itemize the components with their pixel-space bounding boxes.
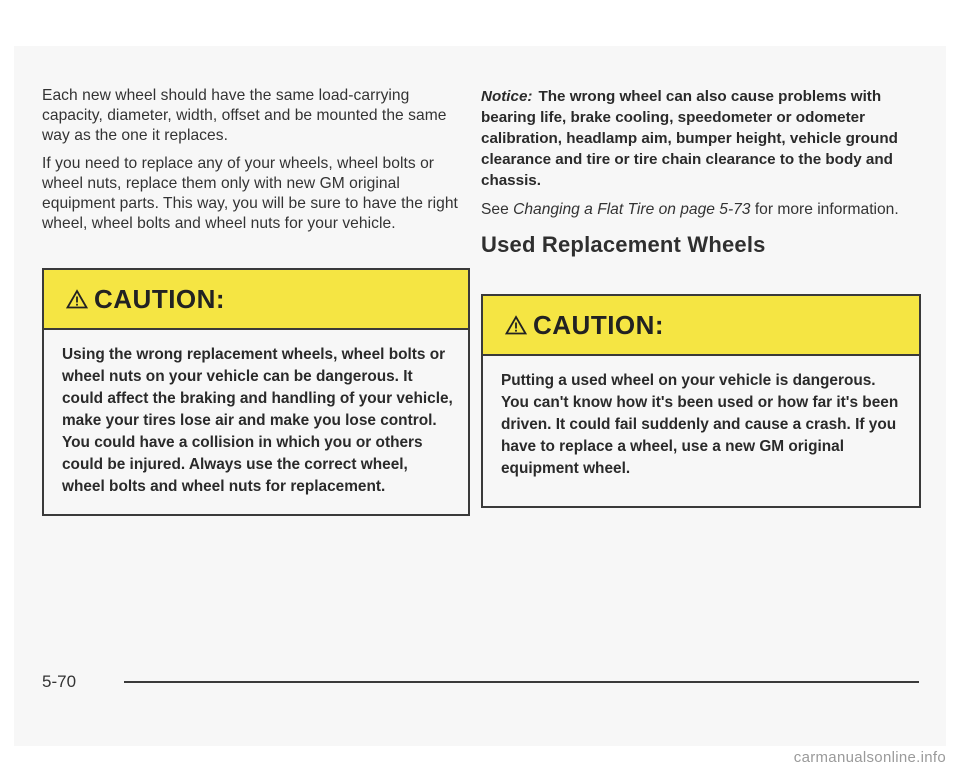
warning-triangle-icon — [505, 315, 527, 335]
caution-box-right — [481, 294, 921, 508]
notice-label: Notice: — [481, 88, 533, 105]
caution-text: Using the wrong replacement wheels, wheel bolts or wheel nuts on your vehicle can be dangerous. It could affect the braking and handling of your vehicle, make your tires lose air and make you lose control. You could have a collision in which you or others could be injured. Always use the correct wheel, wheel bolts and wheel nuts for replacement. — [62, 346, 453, 495]
right-column — [481, 86, 921, 258]
caution-box-left — [42, 268, 470, 516]
see-prefix: See — [481, 201, 509, 218]
caution-header — [44, 270, 468, 330]
notice-paragraph — [481, 86, 921, 191]
see-reference — [481, 200, 921, 220]
paragraph-replacement-parts: If you need to replace any of your wheels, wheel bolts or wheel nuts, replace them only with new GM original equipment parts. This way, you will be sure to have the right wheel, wheel bolts and wheel nuts for your vehicle. — [42, 155, 458, 232]
notice-text: The wrong wheel can also cause problems with bearing life, brake cooling, speedometer or odometer calibration, headlamp aim, bumper height, vehicle ground clearance and tire or tire chain clearance to the body and chassis. — [481, 88, 898, 189]
caution-header — [483, 296, 919, 356]
section-title: Used Replacement Wheels — [481, 232, 766, 257]
caution-label: CAUTION: — [94, 283, 226, 314]
caution-text: Putting a used wheel on your vehicle is dangerous. You can't know how it's been used or how far it's been driven. It could fail suddenly and cause a crash. If you have to replace a wheel, use a new GM original equipment wheel. — [501, 372, 899, 477]
watermark: carmanualsonline.info — [793, 749, 946, 766]
warning-triangle-icon — [66, 289, 88, 309]
page-number: 5-70 — [42, 672, 77, 691]
cross-reference-link[interactable]: Changing a Flat Tire on page 5-73 — [513, 201, 751, 218]
paragraph-wheel-specs: Each new wheel should have the same load-carrying capacity, diameter, width, offset and be mounted the same way as the one it replaces. — [42, 87, 447, 144]
footer-divider — [124, 681, 919, 683]
caution-label: CAUTION: — [533, 309, 665, 340]
see-suffix: for more information. — [754, 201, 899, 218]
left-column — [42, 86, 470, 234]
